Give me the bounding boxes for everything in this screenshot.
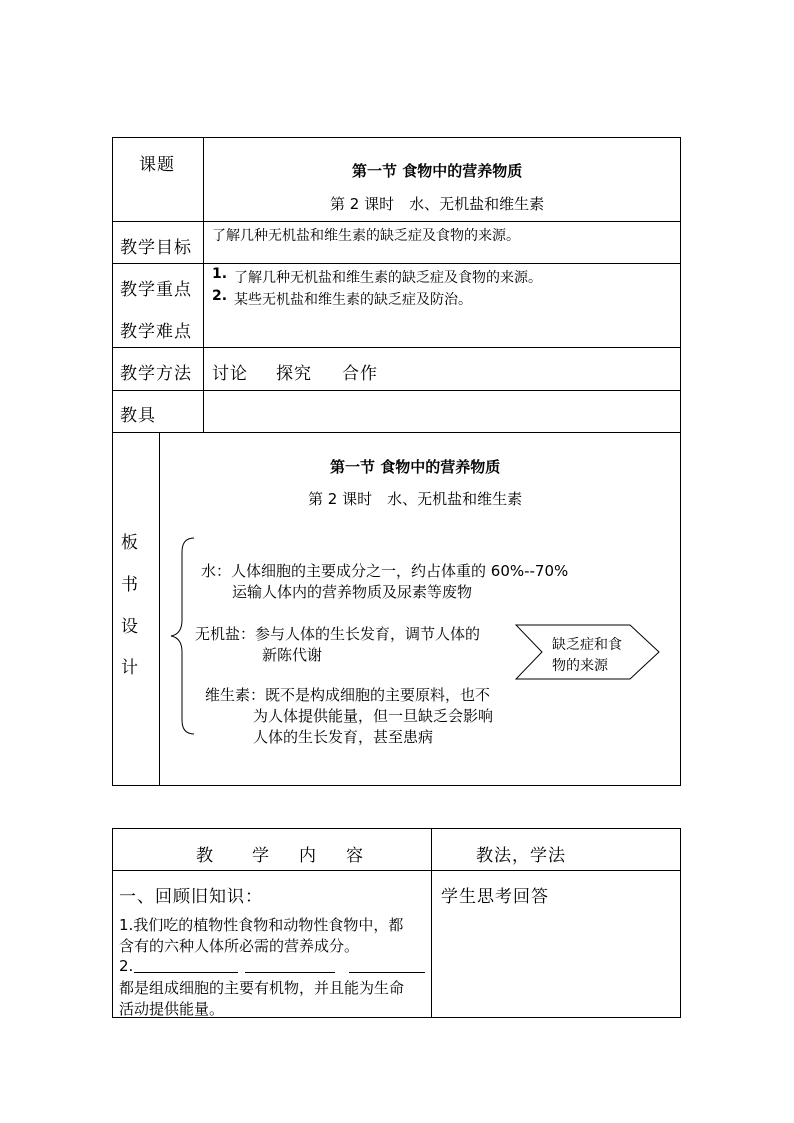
board-title: 第一节 食物中的营养物质 (330, 458, 501, 476)
goal-text: 了解几种无机盐和维生素的缺乏症及食物的来源。 (212, 228, 520, 244)
curly-brace-icon (168, 536, 198, 736)
arrow-text-line-2: 物的来源 (552, 658, 608, 674)
header-char-2: 学 (252, 846, 270, 866)
board-label-char-1: 板 (121, 533, 139, 553)
goal-label: 教学目标 (120, 238, 192, 258)
board-label-char-2: 书 (121, 575, 139, 595)
key-point-num-2: 2. (212, 288, 228, 304)
salt-line-1: 无机盐：参与人体的生长发育，调节人体的 (195, 625, 481, 643)
question-2-line-2: 活动提供能量。 (119, 1000, 225, 1018)
topic-label: 课题 (139, 155, 175, 175)
key-point-text-1: 了解几种无机盐和维生素的缺乏症及食物的来源。 (234, 270, 542, 286)
key-point-text-2: 某些无机盐和维生素的缺乏症及防治。 (234, 292, 472, 308)
key-point-label: 教学重点 (120, 280, 192, 300)
question-1-line-2: 含有的六种人体所必需的营养成分。 (119, 937, 360, 955)
tools-label: 教具 (120, 406, 156, 426)
board-subtitle: 第 2 课时 水、无机盐和维生素 (308, 490, 523, 508)
board-label-char-4: 计 (121, 658, 139, 678)
salt-line-2: 新陈代谢 (262, 646, 323, 664)
lesson-subtitle: 第 2 课时 水、无机盐和维生素 (330, 195, 545, 213)
vitamin-line-1: 维生素：既不是构成细胞的主要原料，也不 (205, 686, 491, 704)
method-label: 教学方法 (120, 364, 192, 384)
lesson-title: 第一节 食物中的营养物质 (352, 162, 523, 180)
teaching-method-answer: 学生思考回答 (441, 887, 549, 907)
key-point-num-1: 1. (212, 266, 228, 282)
vitamin-line-3: 人体的生长发育，甚至患病 (253, 728, 434, 746)
method-item-cooperate: 合作 (342, 364, 378, 384)
review-title: 一、回顾旧知识： (119, 887, 263, 907)
header-char-3: 内 (299, 846, 317, 866)
question-1-line-1: 1.我们吃的植物性食物和动物性食物中，都 (119, 916, 404, 934)
blank-3 (349, 972, 425, 973)
blank-2 (245, 972, 335, 973)
question-2-line-1: 都是组成细胞的主要有机物，并且能为生命 (119, 979, 405, 997)
difficulty-label: 教学难点 (120, 322, 192, 342)
arrow-text-line-1: 缺乏症和食 (552, 637, 622, 653)
water-line-1: 水：人体细胞的主要成分之一，约占体重的 60%--70% (201, 562, 569, 580)
water-line-2: 运输人体内的营养物质及尿素等废物 (232, 583, 473, 601)
header-right: 教法，学法 (476, 846, 566, 866)
header-char-1: 教 (196, 846, 214, 866)
method-item-explore: 探究 (276, 364, 312, 384)
vitamin-line-2: 为人体提供能量，但一旦缺乏会影响 (253, 707, 494, 725)
method-item-discuss: 讨论 (212, 364, 248, 384)
header-char-4: 容 (346, 846, 364, 866)
question-2-num: 2. (119, 957, 134, 975)
board-label-char-3: 设 (121, 617, 139, 637)
blank-1 (134, 972, 238, 973)
